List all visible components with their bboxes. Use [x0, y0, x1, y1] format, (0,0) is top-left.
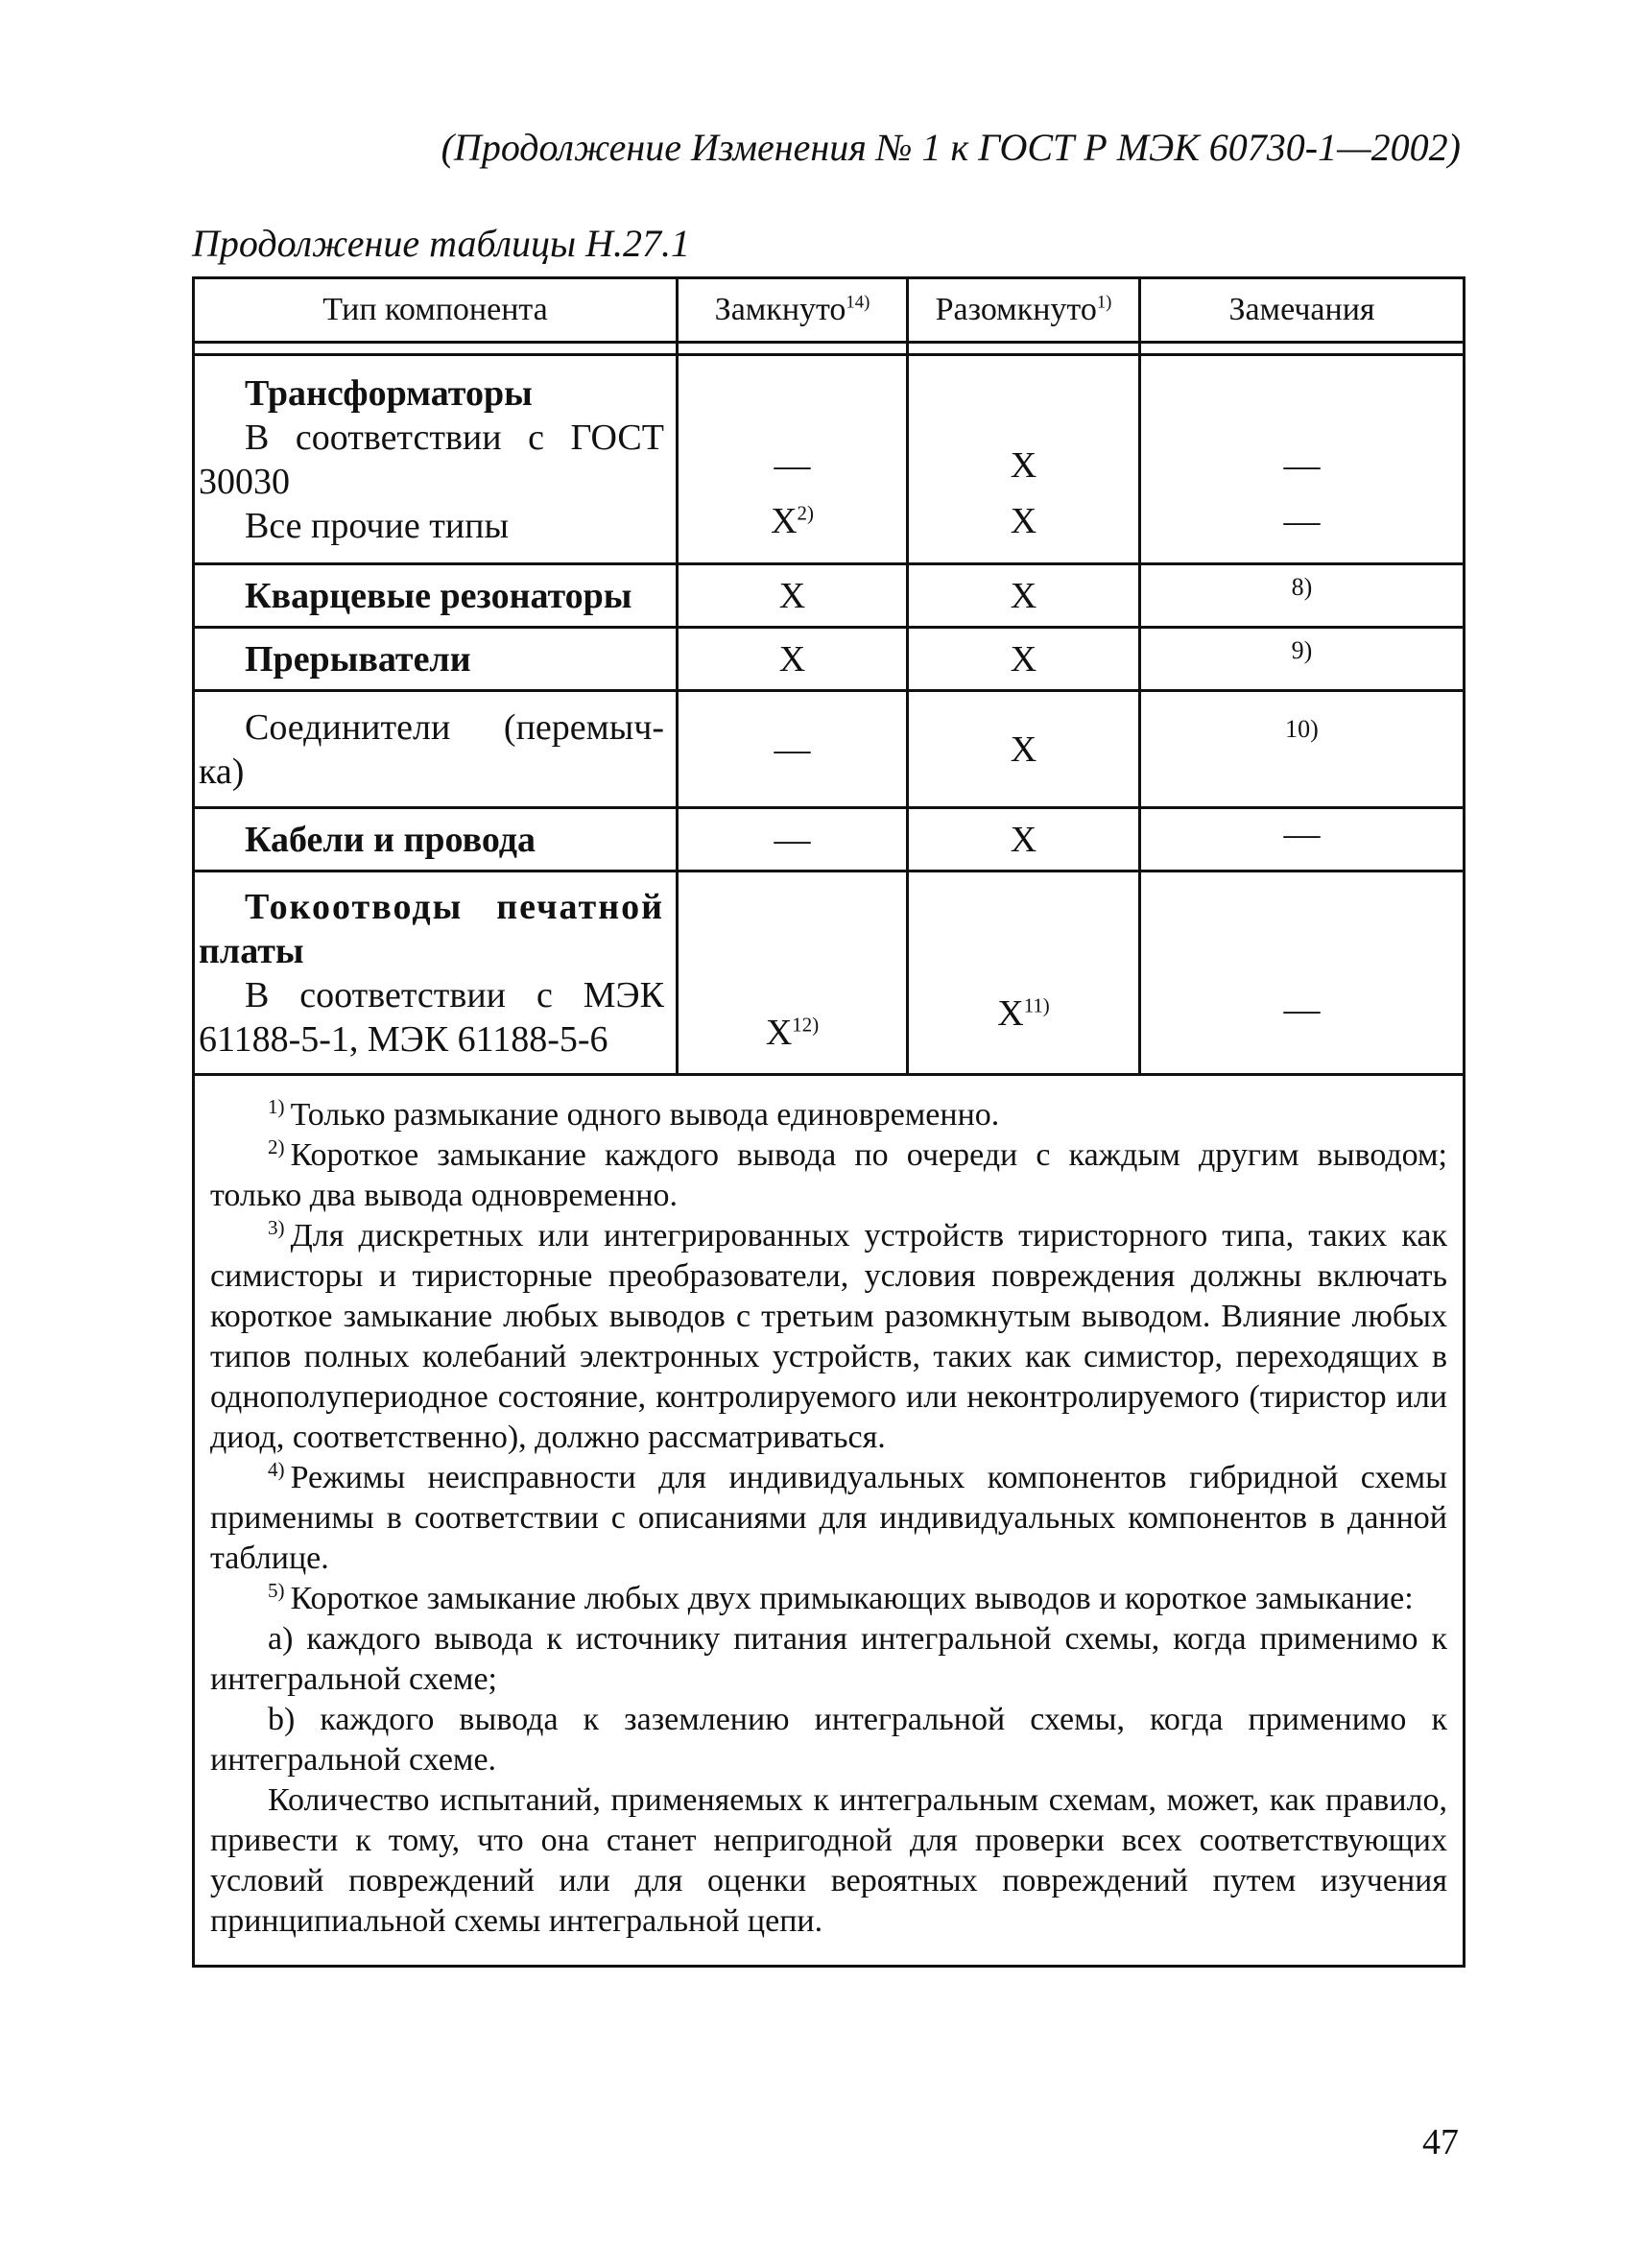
- column-header-open: Разомкнуто$^{1)}$: [908, 278, 1140, 343]
- running-header: (Продолжение Изменения № 1 к ГОСТ Р МЭК 60730-1—2002): [441, 126, 1461, 169]
- cell-type: Прерыватели: [194, 628, 678, 691]
- cell-remarks: —: [1140, 808, 1465, 871]
- table-row-quartz: [194, 564, 1465, 628]
- row-title: Трансформаторы: [245, 372, 533, 414]
- row-subtitle-cont: 30030: [199, 461, 290, 502]
- column-header-type: Тип компонента: [194, 278, 678, 343]
- table-caption: Продолжение таблицы Н.27.1: [192, 222, 690, 265]
- cell-closed: —: [678, 691, 908, 808]
- table-row-pcb-tracks: [194, 871, 1465, 1075]
- cell-remarks: 8): [1140, 564, 1465, 628]
- table-header-row: [194, 278, 1465, 343]
- cell-type: Кварцевые резонаторы: [194, 564, 678, 628]
- footnotes: [195, 1076, 1463, 1965]
- cell-open: Х: [908, 564, 1140, 628]
- cell-remarks: 9): [1140, 628, 1465, 691]
- failure-modes-table: [192, 276, 1465, 1968]
- row-subtitle-other: Все прочие типы: [245, 505, 510, 546]
- table-row-connectors: [194, 691, 1465, 808]
- footnote: $^{4)}$ Режимы неисправности для индивидуальных компонентов гибридной схемы применимы в соответствии с описаниями для индивидуальных компонентов в данной таблице.: [210, 1457, 1447, 1576]
- cell-type: Соединители (перемыч- ка): [194, 691, 678, 808]
- column-header-remarks: Замечания: [1140, 278, 1465, 343]
- cell-closed: — $Х^{2)}$: [678, 355, 908, 564]
- notes-cell: [194, 1075, 1465, 1967]
- table-row-cables: [194, 808, 1465, 871]
- cell-remarks: 10): [1140, 691, 1465, 808]
- cell-closed: Х: [678, 628, 908, 691]
- cell-open: $Х^{11)}$: [908, 871, 1140, 1075]
- table-row-transformers: [194, 355, 1465, 564]
- row-subtitle: В соответствии с ГОСТ: [245, 417, 664, 458]
- cell-open: Х Х: [908, 355, 1140, 564]
- cell-remarks: — —: [1140, 355, 1465, 564]
- footnote: $^{2)}$ Короткое замыкание каждого вывода по очереди с каждым другим выводом; только два вывода одновременно.: [210, 1134, 1447, 1213]
- table-row-breakers: [194, 628, 1465, 691]
- footnote: $^{1)}$ Только размыкание одного вывода единовременно.: [268, 1094, 1000, 1133]
- table-notes-row: [194, 1075, 1465, 1967]
- footnote: $^{3)}$ Для дискретных или интегрированных устройств тиристорного типа, таких как симисторы и тиристорные преобразователи, условия повреждения должны включать короткое замыкание любых выводов с третьим разомкнутым выводом. Влияние любых типов полных колебаний электронных устройств, таких как симистор, переходящих в однополупериодное состояние, контролируемого или неконтролируемого (тиристор или диод, соответственно), должно рассматриваться.: [210, 1215, 1447, 1455]
- cell-open: Х: [908, 628, 1140, 691]
- cell-type: [194, 355, 678, 564]
- footnote-item-a: a) каждого вывода к источнику питания интегральной схемы, когда применимо к интегральной схеме;: [210, 1621, 1447, 1697]
- cell-closed: —: [678, 808, 908, 871]
- cell-type: Кабели и провода: [194, 808, 678, 871]
- cell-remarks: —: [1140, 871, 1465, 1075]
- cell-open: Х: [908, 691, 1140, 808]
- cell-type: Токоотводы печатной платы В соответствии с МЭК 61188-5-1, МЭК 61188-5-6: [194, 871, 678, 1075]
- header-separator: [194, 343, 1465, 355]
- column-header-closed: Замкнуто$^{14)}$: [678, 278, 908, 343]
- cell-closed: Х: [678, 564, 908, 628]
- footnote-paragraph: Количество испытаний, применяемых к интегральным схемам, может, как правило, привести к тому, что она станет непригодной для проверки всех соответствующих условий повреждений или для оценки вероятных повреждений путем изучения принципиальной схемы интегральной цепи.: [210, 1782, 1447, 1939]
- footnote: $^{5)}$ Короткое замыкание любых двух примыкающих выводов и короткое замыкание:: [268, 1578, 1414, 1616]
- cell-open: Х: [908, 808, 1140, 871]
- footnote-item-b: b) каждого вывода к заземлению интегральной схемы, когда применимо к интегральной схеме.: [210, 1702, 1447, 1778]
- page-number: 47: [1422, 2122, 1459, 2162]
- cell-closed: $Х^{12)}$: [678, 871, 908, 1075]
